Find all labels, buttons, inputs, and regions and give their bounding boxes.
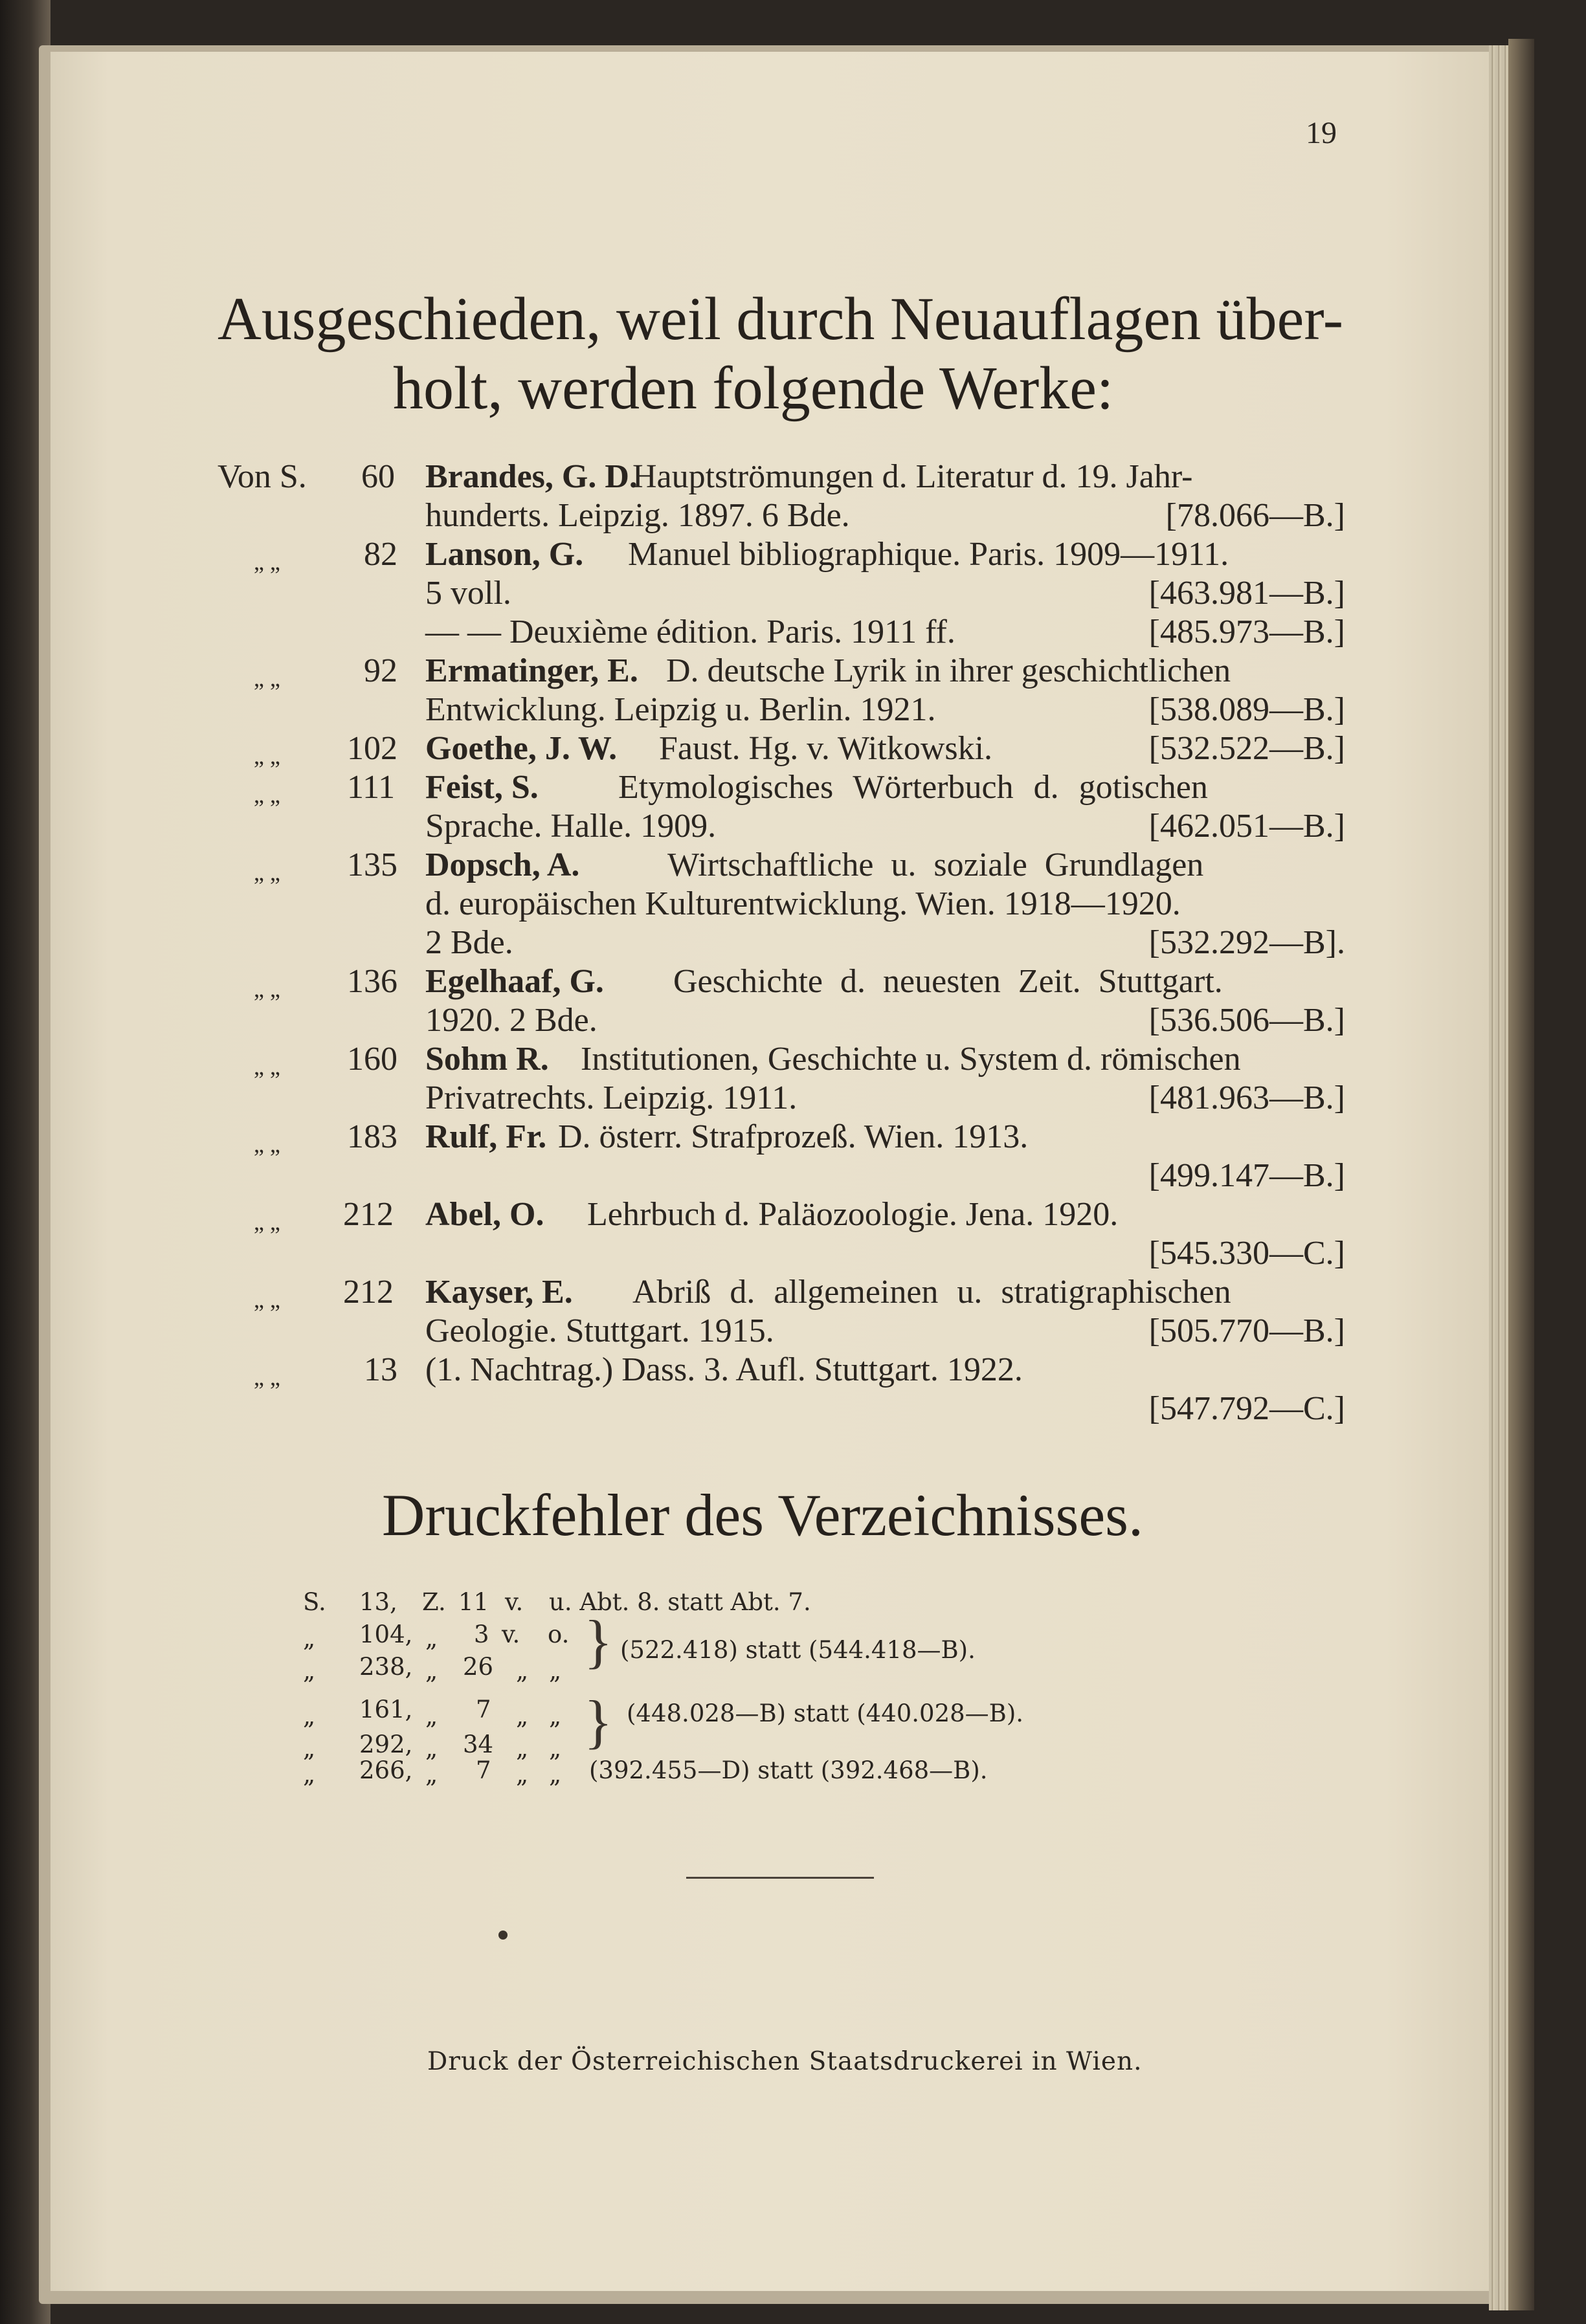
entry-text-line: (1. Nachtrag.) Dass. 3. Aufl. Stuttgart. 1922. [425, 1351, 1023, 1388]
entry-text-line: Entwicklung. Leipzig u. Berlin. 1921. [425, 691, 936, 728]
errata-page: 104, [359, 1621, 413, 1648]
entry-signature: [463.981—B.] [1148, 575, 1345, 612]
errata-line: 11 [458, 1588, 489, 1616]
errata-heading: Druckfehler des Verzeichnisses. [382, 1482, 1143, 1548]
entry-page: 136 [347, 963, 397, 1000]
entry-text-line: Institutionen, Geschichte u. System d. römischen [581, 1041, 1241, 1078]
errata-line: 7 [476, 1756, 491, 1784]
errata-col-a: „ [303, 1624, 316, 1652]
entry-signature: [505.770—B.] [1148, 1312, 1345, 1349]
entry-text-line: 1920. 2 Bde. [425, 1002, 598, 1039]
errata-correction: (448.028—B) statt (440.028—B). [627, 1699, 1024, 1727]
entry-text-line: Privatrechts. Leipzig. 1911. [425, 1079, 798, 1116]
entry-text-line: 2 Bde. [425, 924, 513, 961]
entry-text-line: Abriß d. allgemeinen u. stratigraphischen [632, 1274, 1231, 1311]
entry-text-line: D. österr. Strafprozeß. Wien. 1913. [558, 1118, 1029, 1155]
entry-text-line: Faust. Hg. v. Witkowski. [659, 730, 993, 767]
brace-1: } [584, 1608, 613, 1674]
ditto-mark: „ „ [254, 859, 280, 885]
entry-text-line: Geschichte d. neuesten Zeit. Stuttgart. [673, 963, 1223, 1000]
entry-author: Ermatinger, E. [425, 652, 638, 689]
errata-page: 238, [359, 1653, 413, 1681]
entry-page: 13 [364, 1351, 397, 1388]
entry-signature: [481.963—B.] [1148, 1079, 1345, 1116]
entry-author: Abel, O. [425, 1196, 544, 1233]
errata-page: 292, [359, 1731, 413, 1758]
errata-line: 34 [463, 1731, 494, 1758]
errata-z: Z. [422, 1588, 446, 1616]
entry-text-line: Manuel bibliographique. Paris. 1909—1911. [628, 536, 1229, 573]
errata-text: „ [549, 1734, 562, 1762]
errata-z: „ [425, 1760, 438, 1788]
entry-text-line: d. europäischen Kulturentwicklung. Wien. 1918—1920. [425, 885, 1181, 922]
entry-author: Feist, S. [425, 769, 539, 806]
entry-page: 212 [343, 1274, 394, 1311]
errata-line: 7 [476, 1696, 491, 1723]
errata-dir: „ [516, 1734, 529, 1762]
entry-text-line: Sprache. Halle. 1909. [425, 808, 717, 845]
errata-z: „ [425, 1624, 438, 1652]
entry-signature: [78.066—B.] [1165, 497, 1345, 534]
entry-page: 82 [364, 536, 397, 573]
entry-page: 60 [361, 458, 395, 495]
ditto-mark: „ „ [254, 1054, 280, 1079]
entry-author: Sohm R. [425, 1041, 549, 1078]
errata-dir: „ [516, 1760, 529, 1788]
errata-col-a: „ [303, 1734, 316, 1762]
section-heading-line-2: holt, werden folgende Werke: [393, 355, 1114, 422]
entry-signature: [547.792—C.] [1148, 1390, 1345, 1427]
errata-line: 26 [463, 1653, 494, 1681]
entry-text-line: Etymologisches Wörterbuch d. gotischen [618, 769, 1208, 806]
entry-signature: [536.506—B.] [1148, 1002, 1345, 1039]
entry-author: Kayser, E. [425, 1274, 573, 1311]
entry-author: Goethe, J. W. [425, 730, 618, 767]
ditto-mark: „ „ [254, 1364, 280, 1390]
errata-dir: „ [516, 1702, 529, 1730]
entry-author: Lanson, G. [425, 536, 584, 573]
entry-signature: [538.089—B.] [1148, 691, 1345, 728]
page-number: 19 [1306, 116, 1337, 150]
ditto-mark: „ „ [254, 782, 280, 808]
printer-imprint: Druck der Österreichischen Staatsdruckerei in Wien. [427, 2047, 1143, 2076]
entry-prefix: Von S. [218, 458, 307, 495]
errata-z: „ [425, 1702, 438, 1730]
errata-col-a: „ [303, 1760, 316, 1788]
errata-col-a: S. [303, 1588, 326, 1616]
entry-author: Egelhaaf, G. [425, 963, 604, 1000]
entry-author: Dopsch, A. [425, 847, 580, 883]
errata-correction: (392.455—D) statt (392.468—B). [589, 1756, 988, 1784]
errata-page: 13, [359, 1588, 397, 1616]
errata-col-a: „ [303, 1702, 316, 1730]
entry-page: 102 [347, 730, 397, 767]
entry-text-line: Geologie. Stuttgart. 1915. [425, 1312, 774, 1349]
errata-text: „ [549, 1657, 562, 1685]
errata-text: „ [549, 1702, 562, 1730]
ditto-mark: „ „ [254, 1287, 280, 1312]
errata-z: „ [425, 1734, 438, 1762]
errata-line: 3 [474, 1621, 489, 1648]
entry-page: 111 [347, 769, 396, 806]
entry-text-line: 5 voll. [425, 575, 511, 612]
entry-page: 183 [347, 1118, 397, 1155]
entry-page: 160 [347, 1041, 397, 1078]
entry-text-line: Lehrbuch d. Paläozoologie. Jena. 1920. [587, 1196, 1119, 1233]
errata-z: „ [425, 1657, 438, 1685]
ditto-mark: „ „ [254, 549, 280, 575]
errata-page: 266, [359, 1756, 413, 1784]
ditto-mark: „ „ [254, 1131, 280, 1157]
book-binding [1508, 39, 1534, 2310]
section-heading-line-1: Ausgeschieden, weil durch Neuauflagen über- [218, 285, 1344, 353]
entry-page: 135 [347, 847, 397, 883]
section-divider [686, 1877, 874, 1879]
errata-correction: (522.418) statt (544.418—B). [620, 1636, 976, 1664]
ditto-mark: „ „ [254, 665, 280, 691]
entry-author: Rulf, Fr. [425, 1118, 547, 1155]
entry-signature: [462.051—B.] [1148, 808, 1345, 845]
entry-text-line: Hauptströmungen d. Literatur d. 19. Jahr- [632, 458, 1193, 495]
entry-page: 212 [343, 1196, 394, 1233]
entry-page: 92 [364, 652, 397, 689]
errata-text: u. Abt. 8. statt Abt. 7. [549, 1588, 811, 1616]
ditto-mark: „ „ [254, 743, 280, 769]
entry-text-line: hunderts. Leipzig. 1897. 6 Bde. [425, 497, 850, 534]
ditto-mark: „ „ [254, 1209, 280, 1235]
entry-signature: [532.522—B.] [1148, 730, 1345, 767]
entry-signature: [485.973—B.] [1148, 614, 1345, 650]
entry-signature: [545.330—C.] [1148, 1235, 1345, 1272]
entry-text-line: D. deutsche Lyrik in ihrer geschichtlichen [666, 652, 1231, 689]
entry-author: Brandes, G. D. [425, 458, 638, 495]
errata-dir: v. [505, 1588, 524, 1616]
entry-signature: [532.292—B]. [1148, 924, 1345, 961]
ditto-mark: „ „ [254, 976, 280, 1002]
errata-col-a: „ [303, 1657, 316, 1685]
errata-dir-2: „ [549, 1760, 562, 1788]
entry-text-line: — — Deuxième édition. Paris. 1911 ff. [425, 614, 955, 650]
errata-dir: v. [502, 1621, 520, 1648]
brace-2: } [584, 1688, 613, 1754]
print-dot [498, 1931, 508, 1940]
entry-signature: [499.147—B.] [1148, 1157, 1345, 1194]
errata-dir: „ [516, 1657, 529, 1685]
entry-text-line: Wirtschaftliche u. soziale Grundlagen [667, 847, 1204, 883]
errata-text: o. [548, 1621, 570, 1648]
errata-page: 161, [359, 1696, 413, 1723]
